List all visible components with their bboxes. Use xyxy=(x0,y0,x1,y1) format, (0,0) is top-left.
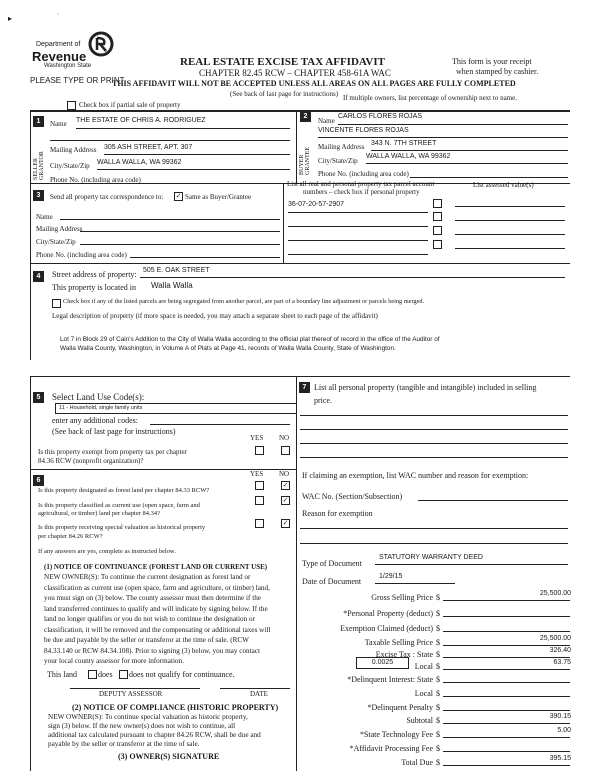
field-line xyxy=(76,128,290,129)
historic-yes-checkbox[interactable] xyxy=(255,519,264,528)
current-use-question-1: Is this property classified as current use (open space, farm and xyxy=(38,502,200,509)
financial-row-value[interactable]: 63.75 xyxy=(553,659,571,666)
financial-row-label: Excise Tax : State xyxy=(375,650,433,659)
see-back-note: (See back of last page for instructions) xyxy=(52,427,176,436)
field-line xyxy=(288,212,428,213)
doc-date-label: Date of Document xyxy=(302,577,362,586)
field-line xyxy=(443,710,570,711)
same-as-buyer-label: Same as Buyer/Grantee xyxy=(185,193,252,201)
owner-signature-title: (3) OWNER(S) SIGNATURE xyxy=(118,752,220,761)
field-line xyxy=(443,723,570,724)
notice-line: NEW OWNER(S): To continue special valuation as historic property, xyxy=(48,713,248,721)
personal-property-checkbox[interactable] xyxy=(433,240,442,249)
seller-mailing[interactable]: 305 ASH STREET, APT. 307 xyxy=(104,144,193,151)
dollar-sign: $ xyxy=(436,730,440,739)
seller-name-label: Name xyxy=(50,120,67,128)
notice-line: your local county assessor for more information. xyxy=(44,657,184,665)
current-use-no-checkbox[interactable]: ✓ xyxy=(282,496,289,504)
forest-yes-checkbox[interactable] xyxy=(255,481,264,490)
dollar-sign: $ xyxy=(436,624,440,633)
does-qualify-checkbox[interactable] xyxy=(88,670,97,679)
dollar-sign: $ xyxy=(436,675,440,684)
financial-row-value[interactable]: 390.15 xyxy=(549,713,571,720)
same-as-buyer-checkbox[interactable]: ✓ xyxy=(175,192,182,200)
does-not-label: does not qualify for continuance. xyxy=(129,670,235,679)
form-title: REAL ESTATE EXCISE TAX AFFIDAVIT xyxy=(180,56,385,68)
buyer-phone-label: Phone No. (including area code) xyxy=(318,170,409,178)
located-label: This property is located in xyxy=(52,283,136,292)
warning-text: THIS AFFIDAVIT WILL NOT BE ACCEPTED UNLESS ALL AREAS ON ALL PAGES ARE FULLY COMPLETED xyxy=(112,79,516,88)
personal-property-checkbox[interactable] xyxy=(433,212,442,221)
scan-mark: ▸ xyxy=(8,14,13,23)
exemption-label: If claiming an exemption, list WAC number and reason for exemption: xyxy=(302,471,529,480)
section-number-7: 7 xyxy=(299,382,310,393)
partial-sale-checkbox[interactable] xyxy=(67,101,76,110)
exempt-question-1: Is this property exempt from property tax per chapter xyxy=(38,448,187,456)
section-divider xyxy=(296,110,297,183)
field-line xyxy=(60,219,280,220)
signature-line xyxy=(70,688,200,689)
segregated-checkbox[interactable] xyxy=(52,299,61,308)
section-divider xyxy=(30,376,570,377)
field-line xyxy=(288,240,428,241)
please-type: PLEASE TYPE OR PRINT xyxy=(30,76,125,85)
local-rate-input[interactable]: 0.0025 xyxy=(356,657,409,669)
dollar-sign: $ xyxy=(436,650,440,659)
financial-row-value[interactable]: 25,500.00 xyxy=(539,635,571,642)
section-number-6: 6 xyxy=(33,475,44,486)
exempt-question-2: 84.36 RCW (nonprofit organization)? xyxy=(38,457,144,465)
dollar-sign: $ xyxy=(436,758,440,767)
field-line xyxy=(443,600,570,601)
field-line xyxy=(410,177,568,178)
field-line xyxy=(443,669,570,670)
s6-yes-header: YES xyxy=(250,470,264,478)
notice-line: 84.33.140 or RCW 84.34.108). Prior to signing (3) below, you may contact xyxy=(44,646,260,655)
street-address[interactable]: 505 E. OAK STREET xyxy=(143,267,210,274)
field-line xyxy=(375,564,568,565)
section-divider xyxy=(296,376,297,771)
field-line xyxy=(455,234,565,235)
seller-name[interactable]: THE ESTATE OF CHRIS A. RODRIGUEZ xyxy=(76,117,206,124)
field-line xyxy=(300,543,568,544)
dollar-sign: $ xyxy=(436,689,440,698)
buyer-mailing-label: Mailing Address xyxy=(318,143,365,151)
s3-phone-label: Phone No. (including area code) xyxy=(36,251,127,259)
financial-row-value[interactable]: 25,500.00 xyxy=(539,590,571,597)
historic-no-checkbox[interactable]: ✓ xyxy=(282,519,289,527)
reason-label: Reason for exemption xyxy=(302,509,373,518)
current-use-yes-checkbox[interactable] xyxy=(255,496,264,505)
financial-row-label: *Delinquent Interest: State xyxy=(347,675,433,684)
notice-line: be due and payable by the seller or transferor at the time of sale. (RCW xyxy=(44,636,249,644)
financial-row-label: Local xyxy=(414,689,433,698)
field-line xyxy=(300,528,568,529)
section-number-2: 2 xyxy=(300,111,311,122)
does-not-qualify-checkbox[interactable] xyxy=(119,670,128,679)
financial-row-value[interactable]: 395.15 xyxy=(549,755,571,762)
buyer-city-label: City/State/Zip xyxy=(318,157,358,165)
receipt-note-2: when stamped by cashier. xyxy=(456,67,539,76)
field-line xyxy=(375,583,455,584)
personal-property-checkbox[interactable] xyxy=(433,199,442,208)
additional-codes-label: enter any additional codes: xyxy=(52,416,138,425)
field-line xyxy=(443,751,570,752)
field-line xyxy=(80,244,280,245)
notice1-title: (1) NOTICE OF CONTINUANCE (FOREST LAND OR CURRENT USE) xyxy=(44,563,268,571)
buyer-name-2[interactable]: VINCENTE FLORES ROJAS xyxy=(318,127,409,134)
dollar-sign: $ xyxy=(436,703,440,712)
field-line xyxy=(300,443,568,444)
land-does-prefix: This land xyxy=(47,670,77,679)
buyer-city[interactable]: WALLA WALLA, WA 99362 xyxy=(366,153,451,160)
financial-row-label: Taxable Selling Price xyxy=(364,638,433,647)
field-line xyxy=(300,415,568,416)
s3-city-label: City/State/Zip xyxy=(36,238,76,246)
section-number-3: 3 xyxy=(33,190,44,201)
forest-question: Is this property designated as forest land per chapter 84.33 RCW? xyxy=(38,487,210,494)
notice-line: classification, it will be removed and the compensating or additional taxes will xyxy=(44,625,271,634)
field-line xyxy=(366,163,568,164)
financial-row-label: *Delinquent Penalty xyxy=(367,703,433,712)
financial-row-label: *Affidavit Processing Fee xyxy=(349,744,433,753)
section-number-5: 5 xyxy=(33,392,44,403)
back-note: (See back of last page for instructions) xyxy=(230,90,339,98)
dollar-sign: $ xyxy=(436,662,440,671)
field-line xyxy=(130,257,280,258)
notice-line: land transferred continues to qualify and will indicate by signing below. If the xyxy=(44,604,268,613)
financial-row-label: *State Technology Fee xyxy=(359,730,433,739)
forest-no-checkbox[interactable]: ✓ xyxy=(282,481,289,489)
buyer-mailing[interactable]: 343 N. 7TH STREET xyxy=(371,140,437,147)
notice-line: NEW OWNER(S): To continue the current designation as forest land or xyxy=(44,573,251,581)
section-divider xyxy=(30,263,570,264)
field-line xyxy=(443,737,570,738)
notice-line: additional tax calculated pursuant to chapter 84.26 RCW, shall be due and xyxy=(48,731,261,739)
signature-line xyxy=(220,688,290,689)
field-line xyxy=(140,277,565,278)
doc-date-value[interactable]: 1/29/15 xyxy=(379,573,403,580)
buyer-name-label: Name xyxy=(318,117,335,125)
dollar-sign: $ xyxy=(436,716,440,725)
exempt-yes-checkbox[interactable] xyxy=(255,446,264,455)
section-divider xyxy=(283,183,284,263)
land-use-select[interactable]: 11 - Household, single family units xyxy=(55,403,297,414)
form-border xyxy=(30,110,31,360)
street-label: Street address of property: xyxy=(52,270,137,279)
field-line xyxy=(300,457,568,458)
financial-row-label: *Personal Property (deduct) xyxy=(343,609,433,618)
field-line xyxy=(443,616,570,617)
field-line xyxy=(418,500,568,501)
dollar-sign: $ xyxy=(436,609,440,618)
field-line xyxy=(338,124,568,125)
notice2-title: (2) NOTICE OF COMPLIANCE (HISTORIC PROPERTY) xyxy=(72,703,279,712)
receipt-note-1: This form is your receipt xyxy=(452,57,532,66)
located-value[interactable]: Walla Walla xyxy=(151,281,193,290)
accounts-header-1: List all real and personal property tax parcel account xyxy=(287,180,435,188)
dept-line3: Washington State xyxy=(44,63,92,69)
revenue-logo-icon xyxy=(88,31,114,57)
field-line xyxy=(288,226,428,227)
dept-line1: Department of xyxy=(36,41,81,48)
s5-no-header: NO xyxy=(279,434,290,442)
historic-question-1: Is this property receiving special valuation as historical property xyxy=(38,524,206,531)
does-label: does xyxy=(98,670,113,679)
historic-question-2: per chapter 84.26 RCW? xyxy=(38,533,103,540)
seller-phone-label: Phone No. (including area code) xyxy=(50,176,141,184)
dept-logo-text: Revenue xyxy=(32,49,87,64)
seller-city[interactable]: WALLA WALLA, WA 99362 xyxy=(97,159,182,166)
notice-line: you must sign on (3) below. The county assessor must then determine if the xyxy=(44,594,261,602)
financial-row-value[interactable]: 5.00 xyxy=(557,727,571,734)
segregated-note: Check box if any of the listed parcels are being segregated from another parcel, are part of a boundary line adjustment or parcels being merged. xyxy=(63,298,425,305)
current-use-question-2: agricultural, or timber) land per chapter 84.34? xyxy=(38,510,161,517)
field-line xyxy=(455,220,565,221)
financial-row-label: Gross Selling Price xyxy=(371,593,433,602)
field-line xyxy=(443,657,570,658)
field-line xyxy=(443,765,570,766)
legal-label: Legal description of property (if more space is needed, you may attach a separate sheet to each page of the affidavit) xyxy=(52,312,378,320)
legal-line-1: Lot 7 in Block 29 of Cain's Addition to the City of Walla Walla according to the official plat thereof of record in the office of the Auditor of xyxy=(60,336,440,343)
send-correspondence-label: Send all property tax correspondence to: xyxy=(50,193,164,201)
field-line xyxy=(455,206,565,207)
s5-yes-header: YES xyxy=(250,434,264,442)
field-line xyxy=(50,140,290,141)
form-border xyxy=(30,376,31,771)
land-use-label: Select Land Use Code(s): xyxy=(52,392,145,402)
financial-row-label: Exemption Claimed (deduct) xyxy=(340,624,433,633)
field-line xyxy=(97,169,290,170)
field-line xyxy=(150,424,290,425)
financial-row-value[interactable]: 326.40 xyxy=(549,647,571,654)
doc-type-label: Type of Document xyxy=(302,559,362,568)
partial-sale-label: Check box if partial sale of property xyxy=(79,101,181,109)
buyer-side-label: BUYER GRANTEE xyxy=(299,147,311,175)
legal-line-2: Walla Walla County, Washington, in Volume A of Plats at Page 41, records of Walla Walla County, State of Washington. xyxy=(60,345,396,352)
multi-owner-note: If multiple owners, list percentage of ownership next to name. xyxy=(343,94,517,102)
field-line xyxy=(455,248,565,249)
buyer-name-1[interactable]: CARLOS FLORES ROJAS xyxy=(338,113,423,120)
personal-property-checkbox[interactable] xyxy=(433,226,442,235)
field-line xyxy=(288,254,428,255)
seller-mailing-label: Mailing Address xyxy=(50,146,97,154)
if-yes-note: If any answers are yes, complete as instructed below. xyxy=(38,548,176,555)
dollar-sign: $ xyxy=(436,638,440,647)
financial-row-label: Subtotal xyxy=(406,716,433,725)
notice-line: payable by the seller or transferor at the time of sale. xyxy=(48,740,200,748)
field-line xyxy=(443,696,570,697)
field-line xyxy=(443,682,570,683)
exempt-no-checkbox[interactable] xyxy=(281,446,290,455)
field-line xyxy=(80,231,280,232)
doc-type-value[interactable]: STATUTORY WARRANTY DEED xyxy=(379,554,483,561)
date-label: DATE xyxy=(250,690,268,698)
dollar-sign: $ xyxy=(436,744,440,753)
dollar-sign: $ xyxy=(436,593,440,602)
s3-name-label: Name xyxy=(36,213,53,221)
accounts-header-2: numbers – check box if personal property xyxy=(303,188,420,196)
field-line xyxy=(300,429,568,430)
section-number-4: 4 xyxy=(33,271,44,282)
personal-property-label-2: price. xyxy=(314,396,332,405)
assessed-header: List assessed value(s) xyxy=(473,181,534,189)
notice-line: sign (3) below. If the new owner(s) does not wish to continue, all xyxy=(48,722,236,730)
seller-side-label: SELLER GRANTOR xyxy=(33,151,45,180)
notice-line: land no longer qualifies or you do not wish to continue the designation or xyxy=(44,615,255,623)
s3-mailing-label: Mailing Address xyxy=(36,225,83,233)
seller-city-label: City/State/Zip xyxy=(50,162,90,170)
scan-mark: ˋ xyxy=(57,14,59,20)
financial-row-label: Local xyxy=(414,662,433,671)
wac-label: WAC No. (Section/Subsection) xyxy=(302,492,403,501)
field-line xyxy=(443,631,570,632)
notice-line: classification as current use (open space, farm and agriculture, or timber) land, xyxy=(44,583,270,592)
deputy-assessor-label: DEPUTY ASSESSOR xyxy=(99,690,163,698)
parcel-number[interactable]: 36-07-20-57-2907 xyxy=(288,201,345,208)
financial-row-label: Total Due xyxy=(401,758,433,767)
field-line xyxy=(371,150,568,151)
field-line xyxy=(443,645,570,646)
field-line xyxy=(318,137,568,138)
personal-property-label-1: List all personal property (tangible and intangible) included in selling xyxy=(314,383,537,392)
form-subtitle: CHAPTER 82.45 RCW – CHAPTER 458-61A WAC xyxy=(199,68,391,78)
field-line xyxy=(104,154,290,155)
section-number-1: 1 xyxy=(33,116,44,127)
s6-no-header: NO xyxy=(279,470,290,478)
